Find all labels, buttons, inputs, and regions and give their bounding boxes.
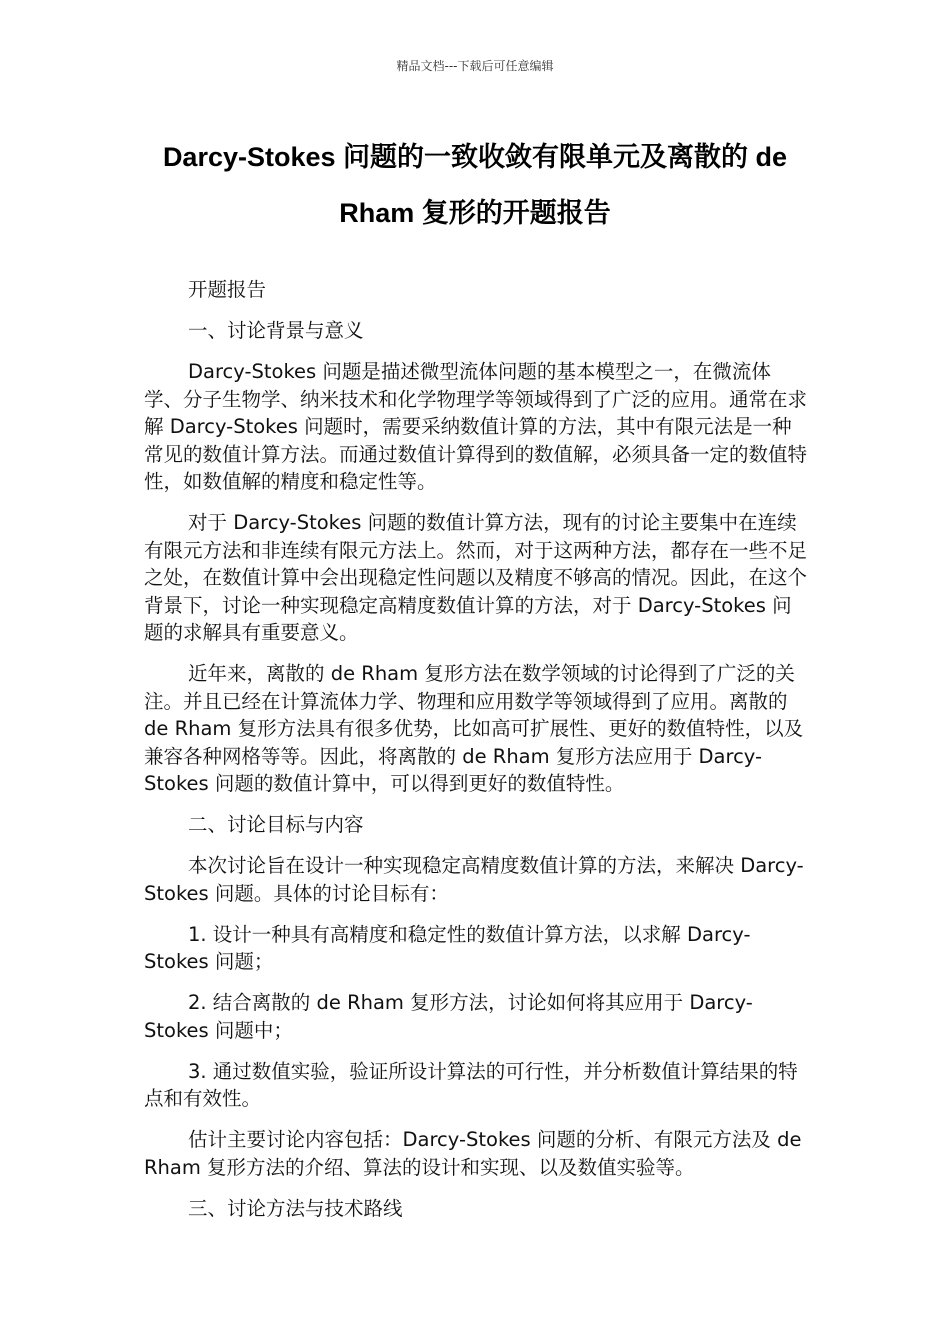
paragraph-content-summary: 估计主要讨论内容包括：Darcy-Stokes 问题的分析、有限元方法及 de Rham 复形方法的介绍、算法的设计和实现、以及数值实验等。 [144,1128,802,1179]
list-item-goal-1: 1. 设计一种具有高精度和稳定性的数值计算方法，以求解 Darcy-Stokes 问题； [144,922,751,973]
paragraph-goals-intro: 本次讨论旨在设计一种实现稳定高精度数值计算的方法，来解决 Darcy-Stokes 问题。具体的讨论目标有： [144,854,804,905]
section-heading-background: 一、讨论背景与意义 [188,319,364,342]
paragraph-background-3: 近年来，离散的 de Rham 复形方法在数学领域的讨论得到了广泛的关注。并且已经在计算流体力学、物理和应用数学等领域得到了应用。离散的 de Rham 复形方法具有很多优势，比如高可扩展性、更好的数值特性，以及兼容各种网格等等。因此，将离散的 de Rham 复形方法应用于 Darcy-Stokes 问题的数值计算中，可以得到更好的数值特性。 [144,662,804,795]
document-title-line-2: Rham 复形的开题报告 [339,198,611,228]
section-heading-goals: 二、讨论目标与内容 [188,813,364,836]
document-title-line-1: Darcy-Stokes 问题的一致收敛有限单元及离散的 de [162,142,788,172]
section-label-report: 开题报告 [188,278,267,301]
list-item-goal-2: 2. 结合离散的 de Rham 复形方法，讨论如何将其应用于 Darcy-Stokes 问题中； [144,991,753,1042]
paragraph-background-2: 对于 Darcy-Stokes 问题的数值计算方法，现有的讨论主要集中在连续有限元方法和非连续有限元方法上。然而，对于这两种方法，都存在一些不足之处，在数值计算中会出现稳定性问题以及精度不够高的情况。因此，在这个背景下，讨论一种实现稳定高精度数值计算的方法，对于 Darcy-Stokes 问题的求解具有重要意义。 [144,511,808,644]
page-header-note: 精品文档---下载后可任意编辑 [396,59,554,73]
list-item-goal-3: 3. 通过数值实验，验证所设计算法的可行性，并分析数值计算结果的特点和有效性。 [144,1059,798,1110]
paragraph-background-1: Darcy-Stokes 问题是描述微型流体问题的基本模型之一，在微流体学、分子生物学、纳米技术和化学物理学等领域得到了广泛的应用。通常在求解 Darcy-Stokes 问题时，需要采纳数值计算的方法，其中有限元法是一种常见的数值计算方法。而通过数值计算得到的数值解，必须具备一定的数值特性，如数值解的精度和稳定性等。 [144,360,808,493]
section-heading-methods: 三、讨论方法与技术路线 [188,1196,403,1220]
document-body [144,276,808,1236]
